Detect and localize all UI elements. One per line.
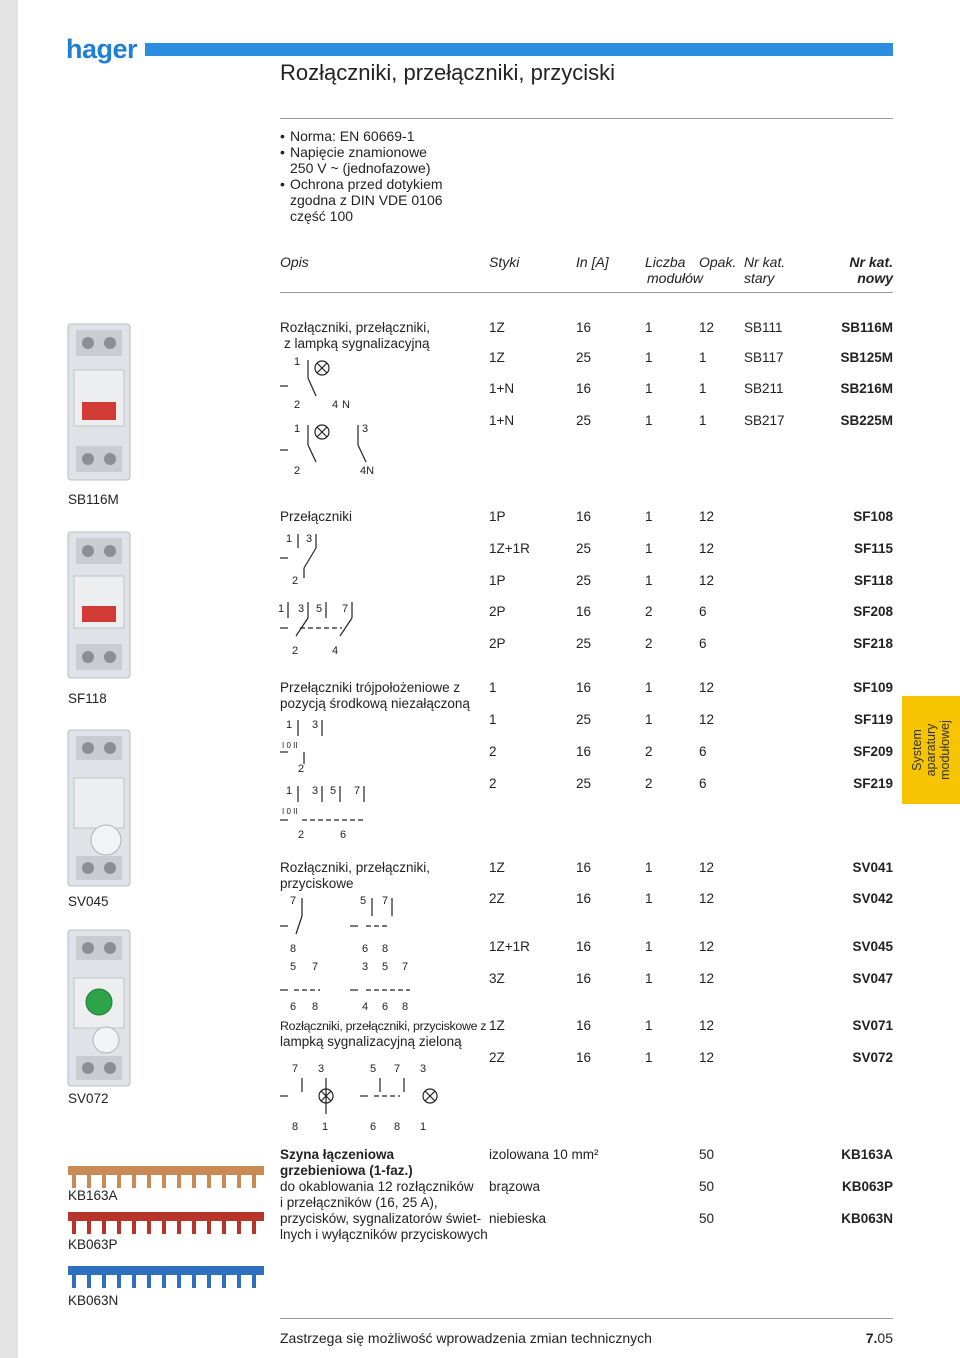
spec-item: • Ochrona przed dotykiem (280, 176, 443, 192)
col-liczba-sub: modułów (647, 270, 704, 286)
catalog-number: SB225M (840, 413, 893, 428)
table-cell: 1 (645, 712, 653, 727)
svg-text:I 0 II: I 0 II (282, 807, 298, 816)
table-cell: 6 (699, 744, 707, 759)
col-styki: Styki (489, 254, 520, 270)
svg-text:1: 1 (294, 423, 301, 435)
catalog-number: SV071 (852, 1018, 893, 1033)
svg-text:1: 1 (278, 603, 285, 615)
table-cell: 2P (489, 604, 506, 619)
busbar-photo-kb063p (66, 1210, 266, 1236)
table-cell: 1 (699, 381, 707, 396)
device-photo-sv045 (66, 728, 132, 888)
svg-text:7: 7 (292, 1063, 299, 1075)
spec-item-cont: część 100 (290, 208, 354, 224)
svg-text:7: 7 (342, 603, 349, 615)
catalog-number: SV041 (852, 860, 893, 875)
table-cell: 50 (699, 1179, 715, 1194)
svg-text:2: 2 (298, 829, 305, 841)
col-opis: Opis (280, 254, 309, 270)
page-title: Rozłączniki, przełączniki, przyciski (280, 60, 615, 85)
table-cell: 16 (576, 509, 592, 524)
image-label: KB063N (68, 1293, 119, 1308)
table-cell: SB111 (744, 320, 783, 335)
category-tab: System aparatury modułowej (902, 696, 960, 804)
table-cell: 1Z+1R (489, 939, 530, 954)
table-cell: 2 (489, 776, 497, 791)
table-cell: 1 (645, 541, 653, 556)
table-cell: 2Z (489, 891, 505, 906)
table-cell: 1 (645, 509, 653, 524)
table-cell: 50 (699, 1147, 715, 1162)
table-cell: 1 (489, 680, 497, 695)
svg-text:7: 7 (402, 961, 409, 973)
svg-text:7: 7 (394, 1063, 401, 1075)
table-cell: 1 (645, 891, 653, 906)
table-cell: 2Z (489, 1050, 505, 1065)
section-title: Rozłączniki, przełączniki, z lampką sygnalizacyjną (280, 320, 431, 351)
catalog-number: SV042 (852, 891, 893, 906)
table-cell: 1Z (489, 860, 505, 875)
svg-text:1: 1 (322, 1121, 329, 1133)
table-cell: 16 (576, 1050, 592, 1065)
device-photo-sv072 (66, 928, 132, 1088)
table-cell: 16 (576, 939, 592, 954)
table-cell: 1Z (489, 1018, 505, 1033)
table-cell: 2 (645, 776, 653, 791)
table-cell: 1 (645, 860, 653, 875)
table-cell: 1Z+1R (489, 541, 530, 556)
table-cell: 1 (645, 1018, 653, 1033)
table-cell: KB063P (841, 1179, 893, 1194)
svg-text:4: 4 (332, 399, 339, 411)
svg-text:6: 6 (340, 829, 347, 841)
svg-text:3: 3 (312, 719, 319, 731)
section-title: Przełączniki (280, 509, 353, 524)
table-cell: 1 (645, 939, 653, 954)
table-cell: 50 (699, 1211, 715, 1226)
svg-text:3: 3 (362, 961, 369, 973)
table-cell: 2 (645, 636, 653, 651)
svg-text:5: 5 (290, 961, 297, 973)
svg-text:8: 8 (402, 1001, 409, 1013)
svg-text:8: 8 (382, 943, 389, 955)
table-cell: KB163A (841, 1147, 893, 1162)
divider (280, 292, 893, 293)
svg-text:3: 3 (306, 533, 313, 545)
svg-text:5: 5 (316, 603, 323, 615)
table-cell: 16 (576, 1018, 592, 1033)
table-cell: 12 (699, 939, 715, 954)
svg-text:3: 3 (420, 1063, 427, 1075)
brand-logo: hager (66, 34, 138, 64)
schematic-sv (270, 890, 430, 1016)
table-cell: 6 (699, 604, 707, 619)
table-cell: 1P (489, 573, 506, 588)
table-cell: 12 (699, 1050, 715, 1065)
divider (280, 1318, 893, 1319)
table-cell: 1 (645, 971, 653, 986)
table-cell: 1 (645, 1050, 653, 1065)
col-nowy: Nr kat. (849, 254, 893, 270)
table-cell: 1Z (489, 320, 505, 335)
svg-text:3: 3 (362, 423, 369, 435)
svg-text:7: 7 (290, 895, 297, 907)
header-bar (145, 43, 893, 56)
table-cell: 1 (645, 573, 653, 588)
svg-text:1: 1 (286, 785, 293, 797)
table-cell: 1 (699, 413, 707, 428)
svg-text:5: 5 (330, 785, 337, 797)
table-cell: 6 (699, 776, 707, 791)
col-stary: Nr kat. (744, 254, 786, 270)
svg-text:6: 6 (382, 1001, 389, 1013)
table-cell: 1+N (489, 381, 515, 396)
svg-text:2: 2 (292, 575, 299, 587)
col-in: In [A] (576, 254, 609, 270)
table-cell: 12 (699, 680, 715, 695)
col-liczba: Liczba (645, 254, 686, 270)
table-cell: 25 (576, 350, 592, 365)
table-cell: 3Z (489, 971, 505, 986)
busbar-photo-kb163a (66, 1164, 266, 1190)
table-cell: SB117 (744, 350, 784, 365)
svg-text:2: 2 (294, 465, 301, 477)
image-label: SV045 (68, 894, 109, 909)
table-cell: 2 (645, 604, 653, 619)
schematic-sb (270, 350, 390, 480)
table-cell: 25 (576, 712, 592, 727)
catalog-number: SF119 (853, 712, 893, 727)
col-stary-sub: stary (744, 270, 775, 286)
catalog-number: SF218 (853, 636, 893, 651)
table-cell: 12 (699, 712, 715, 727)
svg-text:2: 2 (292, 645, 299, 657)
svg-text:3: 3 (298, 603, 305, 615)
table-cell: 12 (699, 971, 715, 986)
table-cell: 1 (645, 381, 653, 396)
table-cell: KB063N (841, 1211, 893, 1226)
catalog-number: SB116M (841, 320, 893, 335)
page-number: 7.05 (865, 1330, 893, 1346)
schematic-sf (270, 528, 380, 658)
svg-text:5: 5 (360, 895, 367, 907)
table-cell: niebieska (489, 1211, 547, 1226)
section-title: Rozłączniki, przełączniki, przyciskowe (280, 860, 431, 891)
svg-text:8: 8 (312, 1001, 319, 1013)
table-cell: 16 (576, 604, 592, 619)
catalog-number: SF108 (853, 509, 893, 524)
table-cell: 12 (699, 541, 715, 556)
busbar-photo-kb063n (66, 1264, 266, 1290)
schematic-sv-lamp (270, 1056, 450, 1134)
svg-text:8: 8 (394, 1121, 401, 1133)
table-cell: 16 (576, 891, 592, 906)
table-cell: 12 (699, 860, 715, 875)
table-cell: 2P (489, 636, 506, 651)
table-cell: 1P (489, 509, 506, 524)
spec-item-cont: 250 V ~ (jednofazowe) (290, 160, 431, 176)
table-cell: 1Z (489, 350, 505, 365)
table-cell: 2 (489, 744, 497, 759)
catalog-number: SF209 (853, 744, 893, 759)
catalog-number: SF115 (853, 541, 893, 556)
busbar-title: Szyna łączeniowa grzebieniowa (1-faz.) do okablowania 12 rozłączników i przełączników (16, 25 A), przycisków, sygnalizatorów świet- lnych i wyłączników przyciskowych (280, 1147, 488, 1242)
device-photo-sb116m (66, 322, 132, 482)
schematic-sf-3pos (270, 712, 380, 844)
table-cell: 16 (576, 860, 592, 875)
svg-text:1: 1 (294, 356, 301, 368)
table-cell: brązowa (489, 1179, 541, 1194)
table-cell: SB211 (744, 381, 784, 396)
svg-text:6: 6 (362, 943, 369, 955)
table-cell: 1 (645, 413, 653, 428)
svg-text:1: 1 (420, 1121, 427, 1133)
table-cell: 25 (576, 573, 592, 588)
section-title: Rozłączniki, przełączniki, przyciskowe z (280, 1019, 487, 1033)
catalog-number: SF109 (853, 680, 893, 695)
svg-text:4N: 4N (360, 465, 375, 477)
spec-item: • Napięcie znamionowe (280, 144, 427, 160)
table-cell: 1 (699, 350, 707, 365)
table-cell: 16 (576, 744, 592, 759)
table-cell: SB217 (744, 413, 785, 428)
table-cell: 16 (576, 971, 592, 986)
svg-text:8: 8 (290, 943, 297, 955)
svg-text:6: 6 (370, 1121, 377, 1133)
catalog-number: SV072 (852, 1050, 893, 1065)
footer-note: Zastrzega się możliwość wprowadzenia zmian technicznych (280, 1330, 652, 1346)
catalog-number: SV045 (852, 939, 893, 954)
table-cell: 12 (699, 1018, 715, 1033)
svg-text:6: 6 (290, 1001, 297, 1013)
svg-text:2: 2 (294, 399, 301, 411)
svg-text:7: 7 (382, 895, 389, 907)
table-cell: 1 (645, 320, 653, 335)
table-cell: 6 (699, 636, 707, 651)
catalog-number: SF208 (853, 604, 893, 619)
svg-text:2: 2 (298, 763, 305, 775)
table-cell: 16 (576, 680, 592, 695)
table-cell: 2 (645, 744, 653, 759)
catalog-number: SB216M (840, 381, 893, 396)
table-cell: 1 (645, 350, 653, 365)
left-margin-band (0, 0, 18, 1358)
catalog-number: SB125M (840, 350, 893, 365)
col-opak: Opak. (699, 254, 737, 270)
table-cell: 12 (699, 573, 715, 588)
svg-text:1: 1 (286, 533, 293, 545)
catalog-number: SF219 (853, 776, 893, 791)
table-cell: 25 (576, 413, 592, 428)
table-cell: 12 (699, 320, 715, 335)
svg-text:7: 7 (312, 961, 319, 973)
image-label: SB116M (68, 492, 119, 507)
device-photo-sf118 (66, 530, 132, 680)
image-label: SV072 (68, 1091, 109, 1106)
svg-text:5: 5 (382, 961, 389, 973)
table-cell: 25 (576, 636, 592, 651)
col-nowy-sub: nowy (857, 270, 893, 286)
spec-list (280, 128, 443, 224)
table-cell: 12 (699, 509, 715, 524)
svg-text:3: 3 (312, 785, 319, 797)
section-title: Przełączniki trójpołożeniowe z pozycją środkową niezałączoną (280, 680, 470, 711)
table-cell: 25 (576, 776, 592, 791)
table-cell: 16 (576, 320, 592, 335)
svg-text:7: 7 (354, 785, 361, 797)
svg-text:I 0 II: I 0 II (282, 741, 298, 750)
table-cell: 1 (489, 712, 497, 727)
svg-text:4: 4 (332, 645, 339, 657)
catalog-number: SF118 (853, 573, 893, 588)
svg-text:8: 8 (292, 1121, 299, 1133)
spec-item: • Norma: EN 60669-1 (280, 128, 415, 144)
table-cell: izolowana 10 mm² (489, 1147, 599, 1162)
table-cell: 25 (576, 541, 592, 556)
svg-text:1: 1 (286, 719, 293, 731)
image-label: KB063P (68, 1237, 118, 1252)
divider (280, 118, 893, 119)
table-cell: 16 (576, 381, 592, 396)
svg-text:3: 3 (318, 1063, 325, 1075)
table-cell: 12 (699, 891, 715, 906)
image-label: SF118 (68, 691, 107, 706)
svg-text:N: N (342, 399, 350, 411)
section-title: lampką sygnalizacyjną zieloną (280, 1034, 462, 1049)
spec-item-cont: zgodna z DIN VDE 0106 (290, 192, 443, 208)
catalog-number: SV047 (852, 971, 893, 986)
svg-text:5: 5 (370, 1063, 377, 1075)
image-label: KB163A (68, 1188, 118, 1203)
table-cell: 1 (645, 680, 653, 695)
table-cell: 1+N (489, 413, 515, 428)
svg-text:4: 4 (362, 1001, 369, 1013)
